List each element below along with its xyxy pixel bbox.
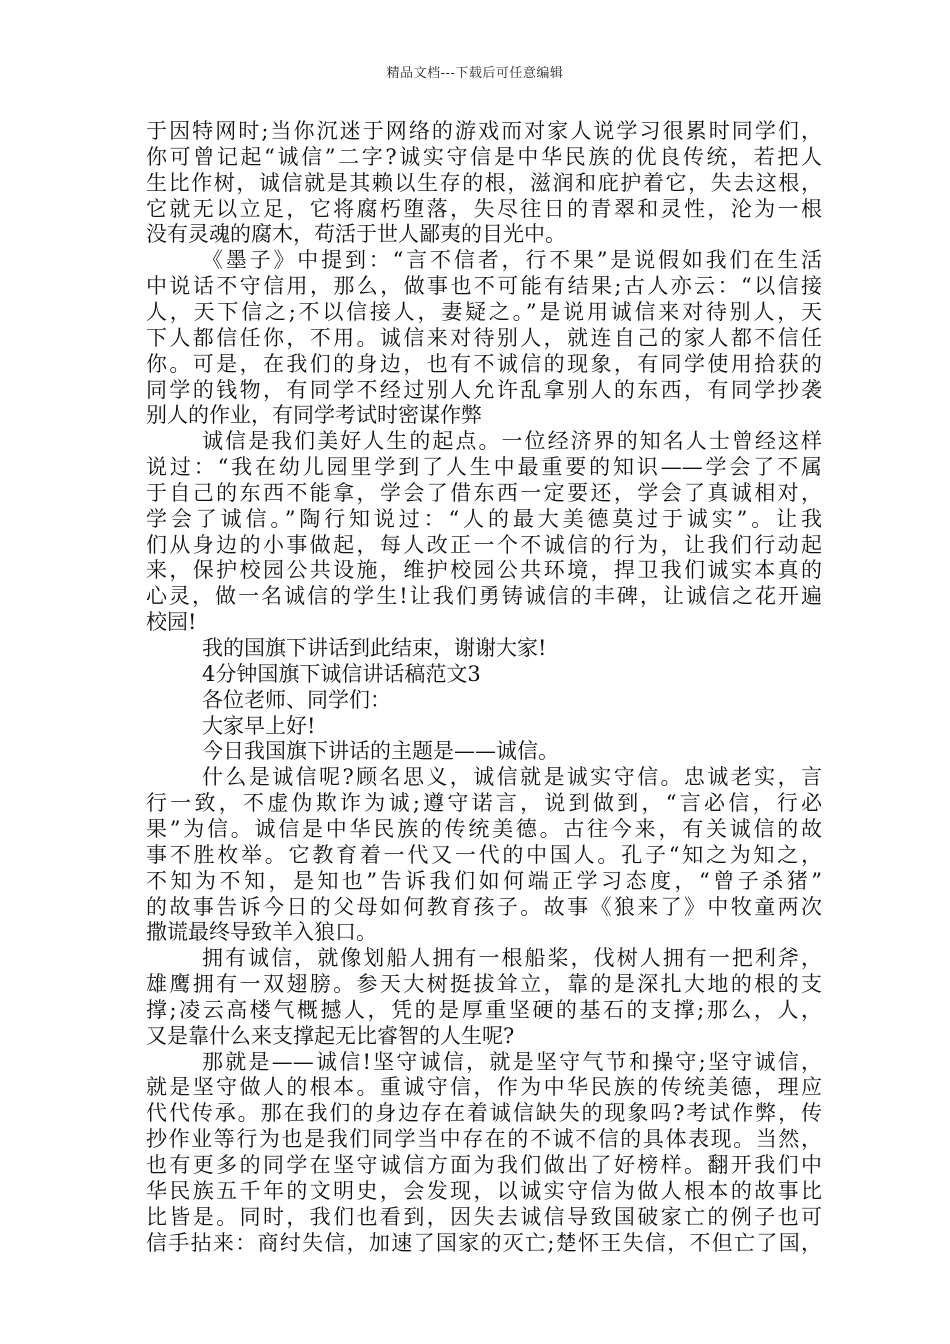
text-line: 比皆是。同时，我们也看到，因失去诚信导致国破家亡的例子也可 — [146, 1204, 822, 1229]
text-line: 诚信是我们美好人生的起点。一位经济界的知名人士曾经这样 — [202, 429, 822, 454]
text-line: 事不胜枚举。它教育着一代又一代的中国人。孔子“知之为知之， — [146, 842, 822, 867]
text-line: 就是坚守做人的根本。重诚守信，作为中华民族的传统美德，理应 — [146, 1075, 822, 1100]
text-line: 生比作树，诚信就是其赖以生存的根，滋润和庇护着它，失去这根， — [146, 170, 822, 195]
text-line: 的故事告诉今日的父母如何教育孩子。故事《狼来了》中牧童两次 — [146, 894, 822, 919]
text-line: 什么是诚信呢?顾名思义，诚信就是诚实守信。忠诚老实，言 — [202, 765, 822, 790]
text-line: 别人的作业，有同学考试时密谋作弊 — [146, 403, 482, 428]
text-line: 你可曾记起“诚信”二字?诚实守信是中华民族的优良传统，若把人 — [146, 144, 822, 169]
text-line: 于自己的东西不能拿，学会了借东西一定要还，学会了真诚相对， — [146, 480, 822, 505]
text-line: 说过：“我在幼儿园里学到了人生中最重要的知识——学会了不属 — [146, 455, 822, 480]
text-line: 中说话不守信用，那么，做事也不可能有结果;古人亦云：“以信接 — [146, 274, 822, 299]
text-line: 不知为不知，是知也”告诉我们如何端正学习态度，“曾子杀猪” — [146, 868, 822, 893]
text-line: 行一致，不虚伪欺诈为诚;遵守诺言，说到做到，“言必信，行必 — [146, 791, 822, 816]
text-line: 《墨子》中提到：“言不信者，行不果”是说假如我们在生活 — [202, 248, 822, 273]
text-line: 今日我国旗下讲话的主题是——诚信。 — [202, 739, 559, 764]
text-line: 又是靠什么来支撑起无比睿智的人生呢? — [146, 1023, 515, 1048]
text-line: 我的国旗下讲话到此结束，谢谢大家! — [202, 636, 547, 660]
text-line: 那就是——诚信!坚守诚信，就是坚守气节和操守;坚守诚信， — [202, 1049, 822, 1074]
text-line: 华民族五千年的文明史，会发现，以诚实守信为做人根本的故事比 — [146, 1178, 822, 1203]
text-line: 撒谎最终导致羊入狼口。 — [146, 920, 377, 945]
text-line: 学会了诚信。”陶行知说过：“人的最大美德莫过于诚实”。让我 — [146, 506, 822, 531]
page-header: 精品文档---下载后可任意编辑 — [386, 66, 564, 81]
text-line: 也有更多的同学在坚守诚信方面为我们做出了好榜样。翻开我们中 — [146, 1153, 822, 1177]
text-line: 各位老师、同学们： — [202, 687, 391, 712]
text-line: 大家早上好! — [202, 713, 316, 738]
text-line: 于因特网时;当你沉迷于网络的游戏而对家人说学习很累时同学们， — [146, 119, 822, 143]
text-line: 人，天下信之;不以信接人，妻疑之。”是说用诚信来对待别人，天 — [146, 299, 822, 324]
text-line: 没有灵魂的腐木，苟活于世人鄙夷的目光中。 — [146, 222, 566, 247]
text-line: 下人都信任你，不用。诚信来对待别人，就连自己的家人都不信任 — [146, 325, 822, 350]
text-line: 拥有诚信，就像划船人拥有一根船桨，伐树人拥有一把利斧， — [202, 946, 822, 971]
text-line: 代代传承。那在我们的身边存在着诚信缺失的现象吗?考试作弊，传 — [146, 1101, 822, 1126]
text-line: 雄鹰拥有一双翅膀。参天大树挺拔耸立，靠的是深扎大地的根的支 — [146, 972, 822, 997]
text-line: 信手拈来：商纣失信，加速了国家的灭亡;楚怀王失信，不但亡了国， — [146, 1230, 822, 1255]
text-line: 同学的钱物，有同学不经过别人允许乱拿别人的东西，有同学抄袭 — [146, 377, 822, 402]
text-line: 4分钟国旗下诚信讲话稿范文3 — [202, 661, 481, 686]
text-line: 你。可是，在我们的身边，也有不诚信的现象，有同学使用拾获的 — [146, 351, 822, 376]
text-line: 来，保护校园公共设施，维护校园公共环境，捍卫我们诚实本真的 — [146, 558, 822, 583]
text-line: 心灵，做一名诚信的学生!让我们勇铸诚信的丰碑，让诚信之花开遍 — [146, 584, 822, 609]
text-line: 果”为信。诚信是中华民族的传统美德。古往今来，有关诚信的故 — [146, 816, 822, 841]
text-line: 抄作业等行为也是我们同学当中存在的不诚不信的具体表现。当然， — [146, 1127, 822, 1152]
text-line: 它就无以立足，它将腐朽堕落，失尽往日的青翠和灵性，沦为一根 — [146, 196, 822, 221]
text-line: 们从身边的小事做起，每人改正一个不诚信的行为，让我们行动起 — [146, 532, 822, 557]
text-line: 撑;凌云高楼气概撼人，凭的是厚重坚硬的基石的支撑;那么，人， — [146, 997, 822, 1022]
text-line: 校园! — [146, 610, 197, 635]
